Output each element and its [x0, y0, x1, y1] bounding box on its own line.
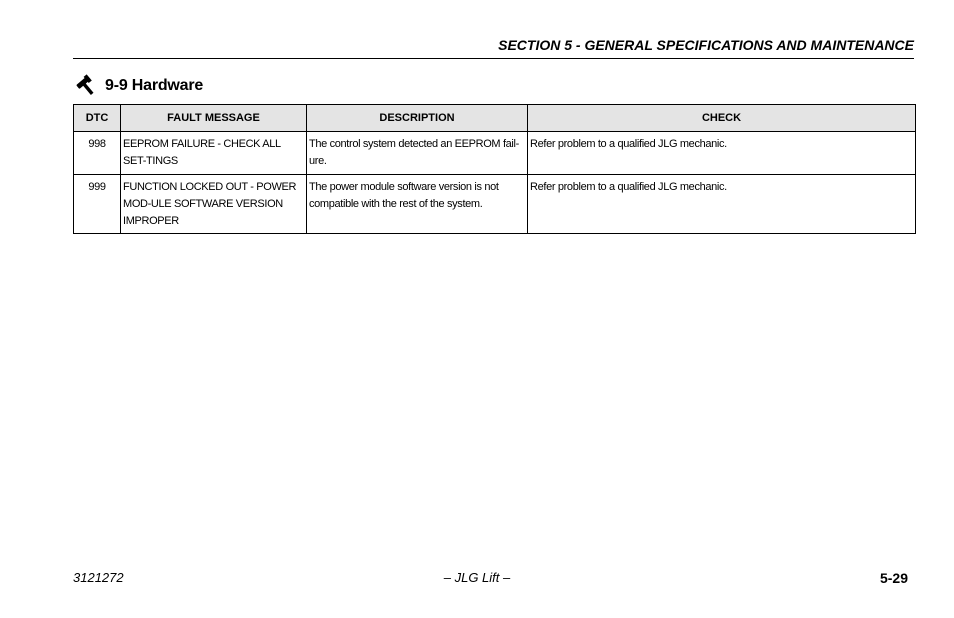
section-heading — [73, 73, 203, 99]
dtc-code: 999 — [74, 175, 121, 234]
section-title: SECTION 5 - GENERAL SPECIFICATIONS AND MAINTENANCE — [498, 37, 914, 53]
footer-doc-number: 3121272 — [73, 570, 124, 585]
dtc-code: 998 — [74, 132, 121, 175]
fault-description: The control system detected an EEPROM fail-ure. — [307, 132, 528, 175]
footer-publisher: – JLG Lift – — [443, 570, 511, 585]
fault-check: Refer problem to a qualified JLG mechanic. — [528, 175, 916, 234]
table-header-row — [74, 105, 916, 132]
column-header-check: CHECK — [528, 105, 916, 132]
dtc-table — [73, 104, 916, 234]
fault-message: FUNCTION LOCKED OUT - POWER MOD-ULE SOFTWARE VERSION IMPROPER — [121, 175, 307, 234]
section-header — [73, 34, 914, 59]
column-header-fault-message: FAULT MESSAGE — [121, 105, 307, 132]
fault-description: The power module software version is not compatible with the rest of the system. — [307, 175, 528, 234]
footer-page-number: 5-29 — [879, 570, 908, 586]
fault-message: EEPROM FAILURE - CHECK ALL SET-TINGS — [121, 132, 307, 175]
fault-check: Refer problem to a qualified JLG mechanic. — [528, 132, 916, 175]
table-row — [74, 132, 916, 175]
column-header-description: DESCRIPTION — [307, 105, 528, 132]
hammer-icon — [73, 73, 99, 99]
table-row — [74, 175, 916, 234]
column-header-dtc: DTC — [74, 105, 121, 132]
heading-title: 9-9 Hardware — [105, 77, 204, 94]
